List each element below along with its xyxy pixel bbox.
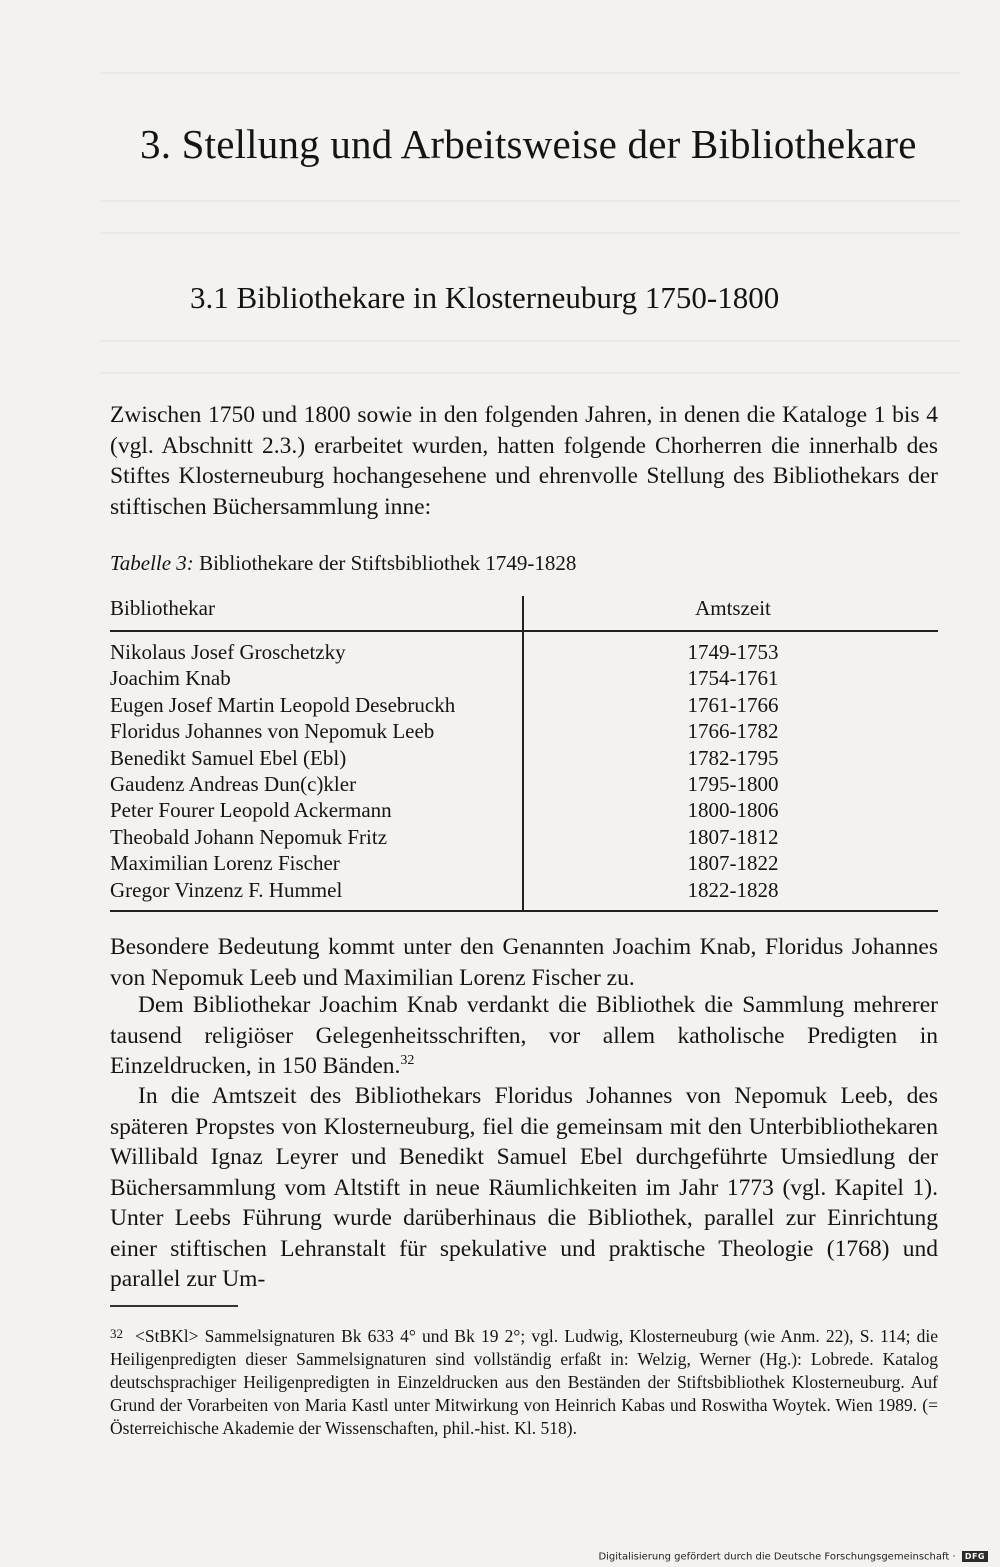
librarian-name: Gregor Vinzenz F. Hummel — [110, 877, 343, 902]
librarian-name: Nikolaus Josef Groschetzky — [110, 640, 346, 664]
intro-paragraph: Zwischen 1750 und 1800 sowie in den folgenden Jahren, in denen die Kataloge 1 bis 4 (vgl. Abschnitt 2.3.) erarbeitet wurden, hatten folgende Chorherren die innerhalb des Stiftes Klosterneuburg hochangesehene und ehrenvolle Stellung des Bibliothekars der stiftischen Büchersammlung inne: — [110, 402, 938, 520]
term-of-office: 1822-1828 — [687, 877, 779, 902]
bleed-through-line — [100, 200, 960, 202]
librarian-name: Joachim Knab — [110, 666, 231, 691]
column-header-librarian: Bibliothekar — [110, 596, 215, 620]
footnote-text: <StBKl> Sammelsignaturen Bk 633 4° und Bk 19 2°; vgl. Ludwig, Klosterneuburg (wie Anm. 22), S. 114; die Heiligenpredigten dieser Sammelsignaturen sind vollständig erfaßt in: Welzig, Werner (Hg.): Lobrede. Katalog deutschsprachiger Heiligenpredigten in Einzeldrucken aus den Beständen der Stiftsbibliothek Klosterneuburg. Auf Grund der Vorarbeiten von Maria Kastl unter Mitwirkung von Heinrich Kabas und Roswitha Woytek. Wien 1989. (= Österreichische Akademie der Wissenschaften, phil.-hist. Kl. 518). — [110, 1326, 938, 1438]
term-of-office: 1766-1782 — [687, 719, 779, 744]
term-of-office: 1782-1795 — [687, 745, 779, 770]
term-of-office: 1761-1766 — [687, 692, 779, 717]
footer-text: Digitalisierung gefördert durch die Deutsche Forschungsgemeinschaft — [598, 1551, 950, 1562]
table-row — [110, 824, 938, 850]
body-paragraph: In die Amtszeit des Bibliothekars Floridus Johannes von Nepomuk Leeb, des späteren Propstes von Klosterneuburg, fiel die gemeinsam mit den Unterbibliothekaren Willibald Ignaz Leyrer und Benedikt Samuel Ebel durchgeführte Umsiedlung der Büchersammlung vom Altstift in neue Räumlichkeiten im Jahr 1773 (vgl. Kapitel 1). Unter Leebs Führung wurde darüberhinaus die Bibliothek, parallel zur Einrichtung einer stiftischen Lehranstalt für spekulative und praktische Theologie (1768) und parallel zur Um- — [110, 1083, 938, 1292]
table-header-rule — [110, 630, 938, 632]
digitization-footer: Digitalisierung gefördert durch die Deutsche Forschungsgemeinschaft · DFG — [598, 1551, 988, 1563]
table-header — [110, 596, 938, 628]
table-row — [110, 692, 938, 718]
body-paragraph-text: Dem Bibliothekar Joachim Knab verdankt die Bibliothek die Sammlung mehrerer tausend religiöser Gelegenheitsschriften, vor allem katholische Predigten in Einzeldrucken, in 150 Bänden. — [110, 992, 938, 1079]
table-row — [110, 639, 938, 665]
bleed-through-line — [100, 372, 960, 374]
dfg-logo-icon: DFG — [962, 1551, 988, 1562]
bleed-through-line — [100, 232, 960, 234]
table-caption — [110, 551, 576, 576]
table-row — [110, 850, 938, 876]
term-of-office: 1754-1761 — [687, 666, 779, 691]
footnote — [110, 1322, 938, 1440]
term-of-office: 1807-1822 — [687, 851, 779, 876]
librarian-name: Maximilian Lorenz Fischer — [110, 851, 340, 876]
librarians-table — [110, 596, 938, 912]
term-of-office: 1807-1812 — [687, 824, 779, 849]
table-row — [110, 797, 938, 823]
table-bottom-rule — [110, 910, 938, 912]
term-of-office: 1749-1753 — [687, 640, 779, 664]
table-caption-text: Bibliothekare der Stiftsbibliothek 1749-1828 — [199, 551, 577, 575]
table-row — [110, 877, 938, 903]
table-row — [110, 771, 938, 797]
section-heading: 3.1 Bibliothekare in Klosterneuburg 1750-1800 — [190, 280, 780, 315]
body-paragraph — [110, 990, 938, 1082]
librarian-name: Benedikt Samuel Ebel (Ebl) — [110, 745, 347, 770]
term-of-office: 1800-1806 — [687, 798, 779, 823]
column-header-term: Amtszeit — [695, 596, 771, 620]
chapter-heading: 3. Stellung und Arbeitsweise der Bibliothekare — [140, 121, 917, 167]
librarian-name: Theobald Johann Nepomuk Fritz — [110, 824, 388, 849]
librarian-name: Eugen Josef Martin Leopold Desebruckh — [110, 692, 456, 717]
table-body — [110, 639, 938, 903]
bleed-through-line — [100, 340, 960, 342]
footnote-reference[interactable]: 32 — [400, 1053, 415, 1069]
table-row — [110, 718, 938, 744]
librarian-name: Peter Fourer Leopold Ackermann — [110, 798, 392, 823]
bleed-through-line — [100, 72, 960, 74]
term-of-office: 1795-1800 — [687, 771, 779, 796]
footnote-separator — [110, 1305, 238, 1307]
footnote-number: 32 — [110, 1326, 123, 1341]
body-paragraph: Besondere Bedeutung kommt unter den Genannten Joachim Knab, Floridus Johannes von Nepomuk Leeb und Maximilian Lorenz Fischer zu. — [110, 934, 938, 991]
table-row — [110, 745, 938, 771]
table-caption-label: Tabelle 3: — [110, 551, 194, 575]
librarian-name: Gaudenz Andreas Dun(c)kler — [110, 771, 357, 796]
librarian-name: Floridus Johannes von Nepomuk Leeb — [110, 719, 435, 744]
table-row — [110, 665, 938, 691]
